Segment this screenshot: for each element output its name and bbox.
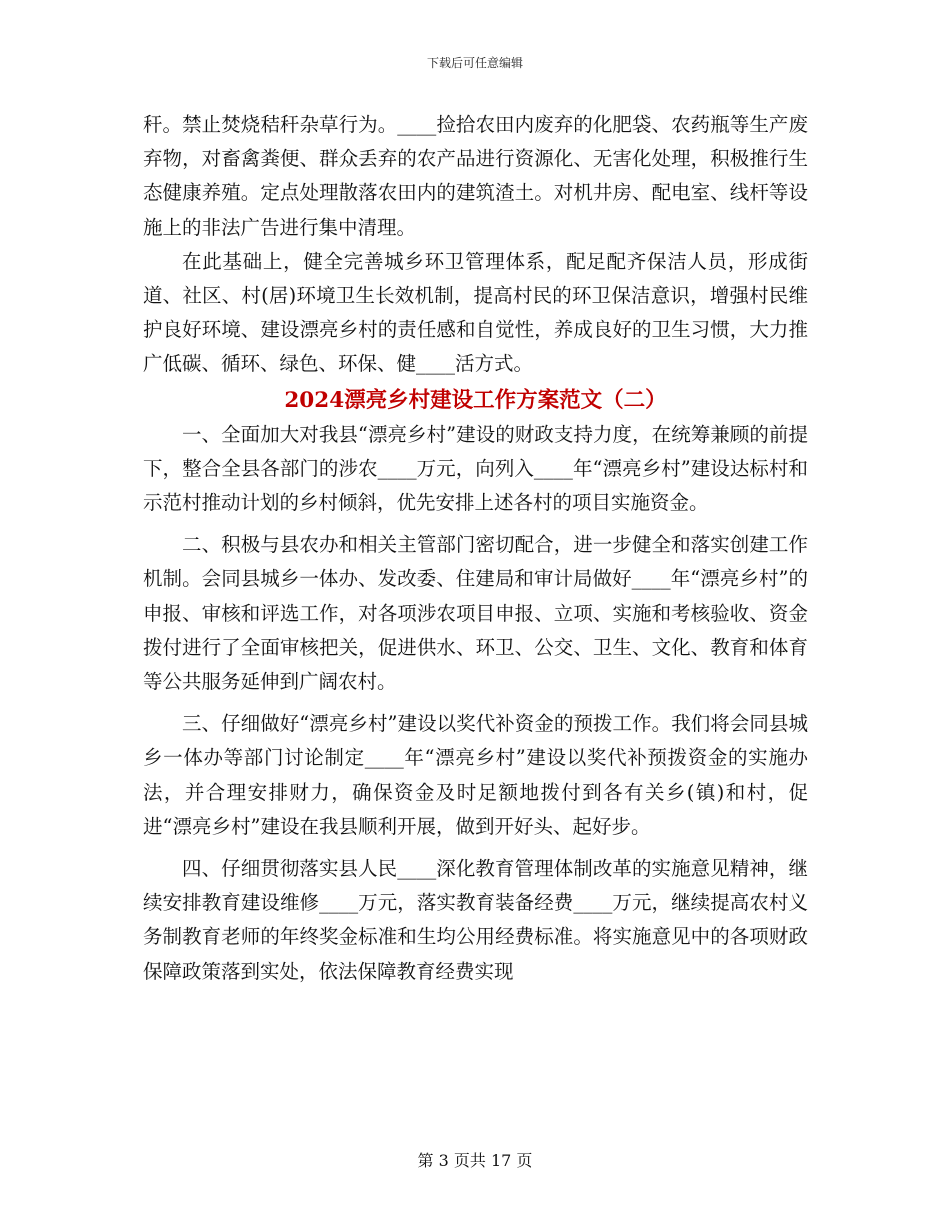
section-item-3: 三、仔细做好“漂亮乡村”建设以奖代补资金的预拨工作。我们将会同县城乡一体办等部门讨论制定____年“漂亮乡村”建设以奖代补预拨资金的实施办法，并合理安排财力，确保资金及时足额地拨付到各有关乡(镇)和村，促进“漂亮乡村”建设在我县顺利开展，做到开好头、起好步。 <box>143 712 808 838</box>
section-item-2: 二、积极与县农办和相关主管部门密切配合，进一步健全和落实创建工作机制。会同县城乡一体办、发改委、住建局和审计局做好____年“漂亮乡村”的申报、审核和评选工作，对各项涉农项目申报、立项、实施和考核验收、资金拨付进行了全面审核把关，促进供水、环卫、公交、卫生、文化、教育和体育等公共服务延伸到广阔农村。 <box>143 533 808 694</box>
page-header: 下载后可任意编辑 <box>426 56 523 70</box>
section-item-1: 一、全面加大对我县“漂亮乡村”建设的财政支持力度，在统筹兼顾的前提下，整合全县各部门的涉农____万元，向列入____年“漂亮乡村”建设达标村和示范村推动计划的乡村倾斜，优先安排上述各村的项目实施资金。 <box>143 422 808 515</box>
section-item-4: 四、仔细贯彻落实县人民____深化教育管理体制改革的实施意见精神，继续安排教育建设维修____万元，落实教育装备经费____万元，继续提高农村义务制教育老师的年终奖金标准和生均公用经费标准。将实施意见中的各项财政保障政策落到实处，依法保障教育经费实现 <box>143 857 808 983</box>
page-footer: 第 3 页共 17 页 <box>417 1151 533 1170</box>
section-title: 2024漂亮乡村建设工作方案范文（二） <box>284 387 667 413</box>
paragraph: 在此基础上，健全完善城乡环卫管理体系，配足配齐保洁人员，形成街道、社区、村(居)环境卫生长效机制，提高村民的环卫保洁意识，增强村民维护良好环境、建设漂亮乡村的责任感和自觉性，养成良好的卫生习惯，大力推广低碳、循环、绿色、环保、健____活方式。 <box>143 249 808 376</box>
paragraph-continued: 秆。禁止焚烧秸秆杂草行为。____捡拾农田内废弃的化肥袋、农药瓶等生产废弃物，对畜禽粪便、群众丢弃的农产品进行资源化、无害化处理，积极推行生态健康养殖。定点处理散落农田内的建筑渣土。对机井房、配电室、线杆等设施上的非法广告进行集中清理。 <box>143 113 808 239</box>
document-body <box>143 108 808 989</box>
